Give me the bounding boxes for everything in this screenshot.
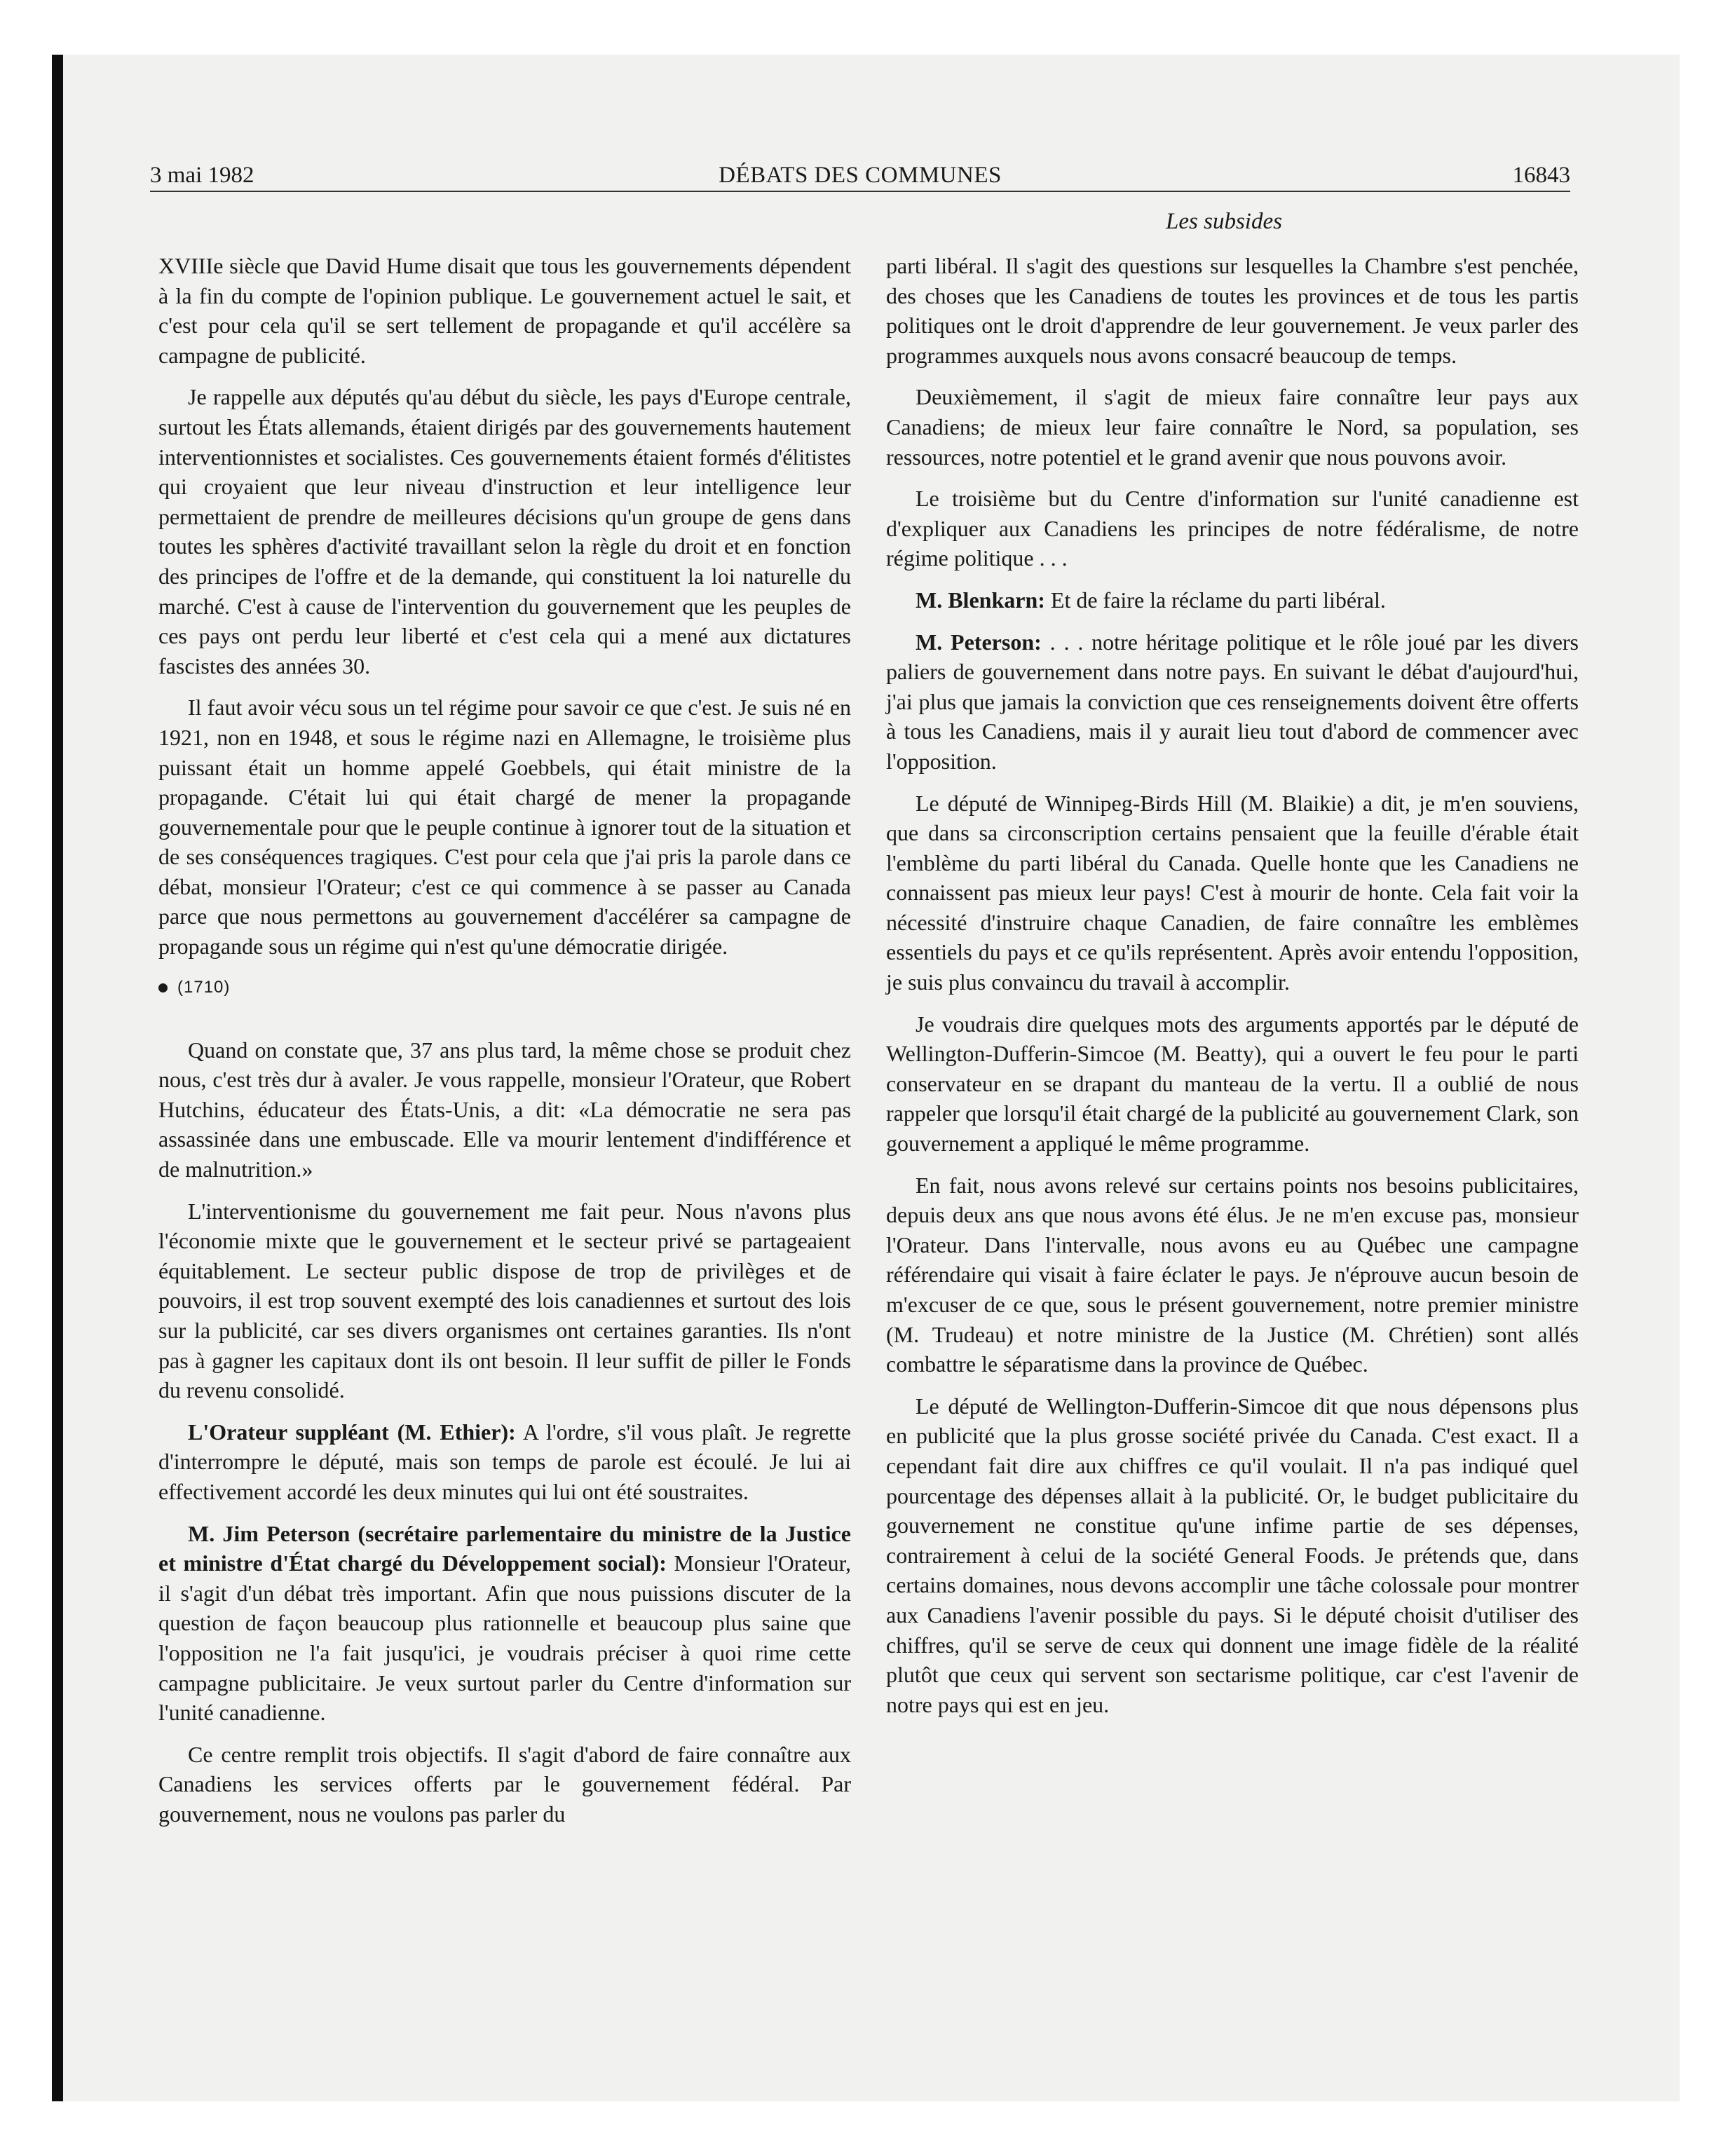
- page-number: 16843: [1512, 163, 1570, 188]
- speaker-name: M. Peterson:: [916, 629, 1042, 655]
- speaker-name: M. Blenkarn:: [916, 587, 1045, 613]
- speaker-name: M. Jim Peterson (secrétaire parlementaire du ministre de la Justice et ministre d'État chargé du Développement social):: [158, 1520, 851, 1576]
- speech: [886, 627, 1579, 777]
- scan-edge: [52, 55, 63, 2101]
- page-header: [150, 157, 1570, 193]
- paragraph: Le député de Wellington-Dufferin-Simcoe dit que nous dépensons plus en publicité que la plus grosse société privée du Canada. C'est exact. Il a cependant fait dire aux chiffres ce qu'il voulait. Il n'a pas indiqué quel pourcentage des dépenses allait à la publicité. Or, le budget publicitaire du gouvernement ne constitue qu'une infime partie de ses dépenses, contrairement à celui de la société General Foods. Je prétends que, dans certains domaines, nous devons accomplir une tâche colossale pour montrer aux Canadiens l'avenir possible du pays. Si le député choisit d'utiliser des chiffres, qu'il se serve de ceux qui donnent une image fidèle de la réalité plutôt que ceux qui servent son sectarisme politique, car c'est l'avenir de notre pays qui est en jeu.: [886, 1393, 1579, 1717]
- paragraph: Je voudrais dire quelques mots des arguments apportés par le député de Wellington-Dufferin-Simcoe (M. Beatty), qui a ouvert le feu pour le parti conservateur en se drapant du manteau de la vertu. Il a oublié de nous rappeler que lorsqu'il était chargé de la publicité au gouvernement Clark, son gouvernement a appliqué le même programme.: [886, 1011, 1579, 1157]
- speech: [886, 585, 1579, 615]
- time-marker-label: (1710): [177, 977, 231, 997]
- bullet-icon: [158, 983, 168, 992]
- header-title: DÉBATS DES COMMUNES: [719, 163, 1002, 188]
- header-date: 3 mai 1982: [150, 163, 254, 188]
- speech-text: Et de faire la réclame du parti libéral.: [1045, 587, 1386, 613]
- paragraph: parti libéral. Il s'agit des questions sur lesquelles la Chambre s'est penchée, des choses que les Canadiens de toutes les provinces et de tous les partis politiques ont le droit d'apprendre de leur gouvernement. Je veux parler des programmes auxquels nous avons consacré beaucoup de temps.: [886, 253, 1579, 368]
- paragraph: En fait, nous avons relevé sur certains points nos besoins publicitaires, depuis deux ans que nous avons été élus. Je ne m'en excuse pas, monsieur l'Orateur. Dans l'intervalle, nous avons eu au Québec une campagne référendaire qui visait à faire éclater le pays. Je n'éprouve aucun besoin de m'excuser de ce que, sous le présent gouvernement, notre premier ministre (M. Trudeau) et notre ministre de la Justice (M. Chrétien) sont allés combattre le séparatisme dans la province de Québec.: [886, 1172, 1579, 1377]
- time-marker: [158, 974, 851, 1002]
- speech-text: A l'ordre, s'il vous plaît. Je regrette d'interrompre le député, mais son temps de parole est écoulé. Je lui ai effectivement accordé les deux minutes qui lui ont été soustraites.: [158, 1419, 852, 1504]
- paragraph: Deuxièmement, il s'agit de mieux faire connaître leur pays aux Canadiens; de mieux leur faire connaître le Nord, sa population, ses ressources, notre potentiel et le grand avenir que nous pouvons avoir.: [886, 384, 1579, 470]
- paragraph: Quand on constate que, 37 ans plus tard, la même chose se produit chez nous, c'est très dur à avaler. Je vous rappelle, monsieur l'Orateur, que Robert Hutchins, éducateur des États-Unis, a dit: «La démocratie ne sera pas assassinée dans une embuscade. Elle va mourir lentement d'indifférence et de malnutrition.»: [158, 1037, 851, 1182]
- speaker-name: L'Orateur suppléant (M. Ethier):: [188, 1419, 516, 1445]
- paragraph: Ce centre remplit trois objectifs. Il s'agit d'abord de faire connaître aux Canadiens les services offerts par le gouvernement fédéral. Par gouvernement, nous ne voulons pas parler du: [158, 1741, 851, 1827]
- paragraph: XVIIIe siècle que David Hume disait que tous les gouvernements dépendent à la fin du compte de l'opinion publique. Le gouvernement actuel le sait, et c'est pour cela qu'il se sert tellement de propagande et qu'il accélère sa campagne de publicité.: [158, 253, 851, 368]
- paragraph: Le troisième but du Centre d'information sur l'unité canadienne est d'expliquer aux Canadiens les principes de notre fédéralisme, de notre régime politique . . .: [886, 486, 1579, 571]
- paragraph: Il faut avoir vécu sous un tel régime pour savoir ce que c'est. Je suis né en 1921, non en 1948, et sous le régime nazi en Allemagne, le troisième plus puissant était un homme appelé Goebbels, qui était ministre de la propagande. C'était lui qui était chargé de mener la propagande gouvernementale pour que le peuple continue à ignorer tout de la situation et de ses conséquences tragiques. C'est pour cela que j'ai pris la parole dans ce débat, monsieur l'Orateur; c'est ce qui commence à se passer au Canada parce que nous permettons au gouvernement d'accélérer sa campagne de propagande sous un régime qui n'est qu'une démocratie dirigée.: [158, 695, 851, 960]
- left-column: [158, 251, 851, 1841]
- paragraph: L'interventionisme du gouvernement me fait peur. Nous n'avons plus l'économie mixte que le gouvernement et le secteur privé se partageaient équitablement. Le secteur public dispose de trop de privilèges et de pouvoirs, il est trop souvent exempté des lois canadiennes et surtout des lois sur la publicité, car ses divers organismes ont certaines garanties. Ils n'ont pas à gagner les capitaux dont ils ont besoin. Il leur suffit de piller le Fonds du revenu consolidé.: [158, 1198, 851, 1403]
- header-rule: [150, 191, 1570, 192]
- speech: [158, 1417, 851, 1507]
- paragraph: Je rappelle aux députés qu'au début du siècle, les pays d'Europe centrale, surtout les États allemands, étaient dirigés par des gouvernements hautement interventionnistes et socialistes. Ces gouvernements étaient formés d'élitistes qui croyaient que leur niveau d'instruction et leur intelligence leur permettaient de prendre de meilleures décisions qu'un groupe de gens dans toutes les sphères d'activité travaillant selon la règle du droit et en fonction des principes de l'offre et de la demande, qui constituent la loi naturelle du marché. C'est à cause de l'intervention du gouvernement que les peuples de ces pays ont perdu leur liberté et c'est cela qui a mené aux dictatures fascistes des années 30.: [158, 384, 851, 678]
- right-column: [886, 251, 1579, 1731]
- speech: [158, 1519, 851, 1728]
- speech-text: Monsieur l'Orateur, il s'agit d'un débat très important. Afin que nous puissions discuter de la question de façon beaucoup plus rationnelle et beaucoup plus saine que l'opposition ne l'a fait jusqu'ici, je voudrais préciser à quoi rime cette campagne publicitaire. Je veux surtout parler du Centre d'information sur l'unité canadienne.: [158, 1550, 852, 1726]
- speech-text: . . . notre héritage politique et le rôle joué par les divers paliers de gouvernement dans notre pays. En suivant le débat d'aujourd'hui, j'ai plus que jamais la conviction que ces renseignements doivent être offerts à tous les Canadiens, mais il y aurait lieu tout d'abord de commencer avec l'opposition.: [886, 629, 1579, 774]
- paragraph: Le député de Winnipeg-Birds Hill (M. Blaikie) a dit, je m'en souviens, que dans sa circonscription certains pensaient que la feuille d'érable était l'emblème du parti libéral du Canada. Quelle honte que les Canadiens ne connaissent pas mieux leur pays! C'est à mourir de honte. Cela fait voir la nécessité d'instruire chaque Canadien, de faire connaître les emblèmes essentiels du pays et ce qu'ils représentent. Après avoir entendu l'opposition, je suis plus convaincu du travail à accomplir.: [886, 790, 1579, 995]
- running-head: Les subsides: [1166, 209, 1282, 234]
